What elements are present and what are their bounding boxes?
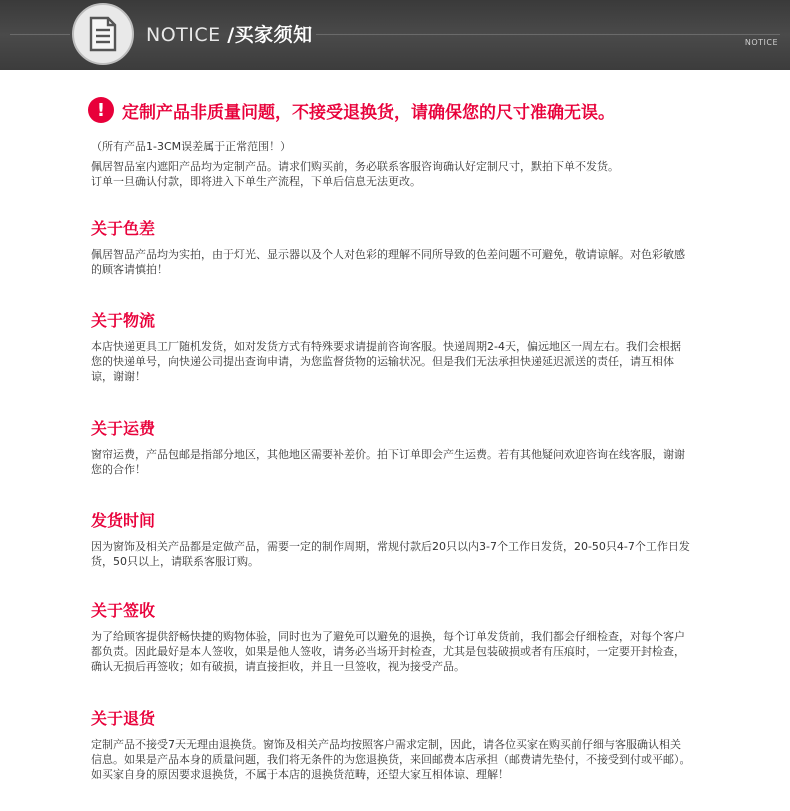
banner-divider-right <box>316 34 780 35</box>
section-body-returns: 定制产品不接受7天无理由退换货。窗饰及相关产品均按照客户需求定制，因此，请各位买家在购买前仔细与客服确认相关信息。如果是产品本身的质量问题，我们将无条件的为您退换货，来回邮费本店承担（邮费请先垫付，不接受到付或平邮）。如买家自身的原因要求退换货，不属于本店的退换货范畴，还望大家互相体谅、理解！ <box>91 738 691 781</box>
section-title-color: 关于色差 <box>91 219 156 238</box>
section-title-returns: 关于退货 <box>91 709 156 728</box>
banner-divider-left <box>10 34 70 35</box>
section-title-receipt: 关于签收 <box>91 601 156 620</box>
warning-text: 定制产品非质量问题，不接受退换货，请确保您的尺寸准确无误。 <box>122 102 615 123</box>
section-body-shipping-fee: 窗帘运费，产品包邮是指部分地区，其他地区需要补差价。拍下订单即会产生运费。若有其他疑问欢迎咨询在线客服，谢谢您的合作！ <box>91 448 685 476</box>
section-title-shipping-fee: 关于运费 <box>91 419 156 438</box>
section-title-logistics: 关于物流 <box>91 311 156 330</box>
banner-title <box>146 20 313 47</box>
banner-title-en: NOTICE <box>146 24 228 46</box>
notice-banner <box>0 0 790 70</box>
exclamation-icon: ! <box>88 97 114 123</box>
section-body-color: 佩居智品产品均为实拍，由于灯光、显示器以及个人对色彩的理解不同所导致的色差问题不可避免，敬请谅解。对色彩敏感的顾客请慎拍！ <box>91 248 685 276</box>
warning-line <box>88 97 615 123</box>
intro-body: 佩居智品室内遮阳产品均为定制产品。请求们购买前，务必联系客服咨询确认好定制尺寸，默拍下单不发货。订单一旦确认付款，即将进入下单生产流程，下单后信息无法更改。 <box>91 160 619 188</box>
section-body-delivery-time: 因为窗饰及相关产品都是定做产品，需要一定的制作周期，常规付款后20只以内3-7个工作日发货，20-50只4-7个工作日发货，50只以上，请联系客服订购。 <box>91 540 690 568</box>
section-body-logistics: 本店快递更具工厂随机发货，如对发货方式有特殊要求请提前咨询客服。快递周期2-4天，偏远地区一周左右。我们会根据您的快递单号，向快递公司提出查询申请，为您监督货物的运输状况。但是我们无法承担快递延迟派送的责任，请互相体谅，谢谢！ <box>91 340 681 383</box>
section-body-receipt: 为了给顾客提供舒畅快捷的购物体验，同时也为了避免可以避免的退换，每个订单发货前，我们都会仔细检查，对每个客户都负责。因此最好是本人签收，如果是他人签收，请务必当场开封检查，尤其是包装破损或者有压痕时，一定要开封检查，确认无损后再签收；如有破损，请直接拒收，并且一旦签收，视为接受产品。 <box>91 630 685 673</box>
banner-small-label: NOTICE <box>744 38 778 47</box>
section-title-delivery-time: 发货时间 <box>91 511 156 530</box>
document-icon <box>72 3 134 65</box>
intro-note: （所有产品1-3CM误差属于正常范围！） <box>91 140 292 153</box>
banner-title-zh: /买家须知 <box>227 24 313 46</box>
